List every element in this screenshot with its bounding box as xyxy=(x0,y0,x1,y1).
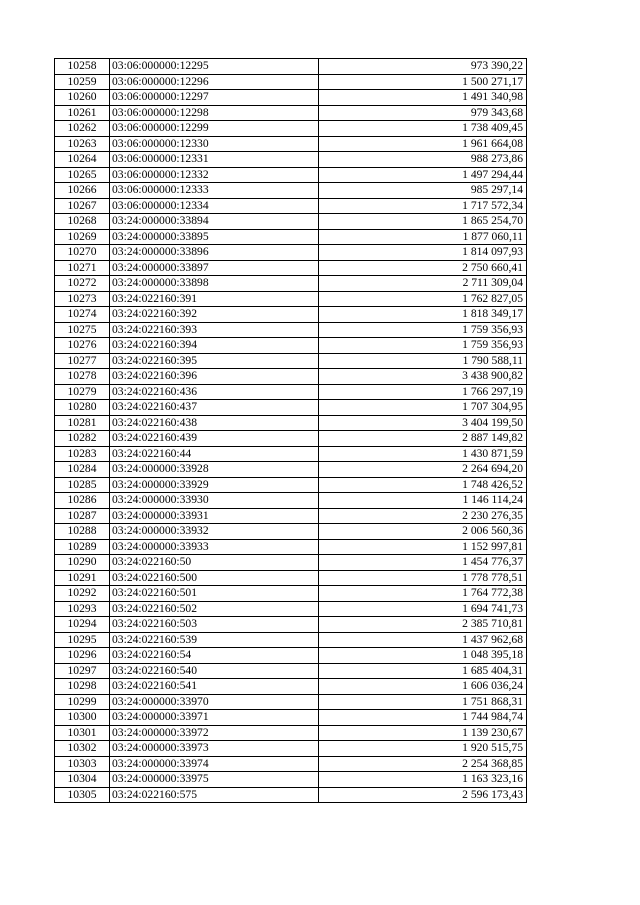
cadastral-number-cell: 03:24:022160:502 xyxy=(110,601,319,617)
table-row xyxy=(55,555,527,571)
cadastral-number-cell: 03:24:000000:33897 xyxy=(110,260,319,276)
table-row xyxy=(55,121,527,137)
cadastral-value-cell: 2 385 710,81 xyxy=(319,617,527,633)
table-row xyxy=(55,772,527,788)
cadastral-number-cell: 03:24:000000:33933 xyxy=(110,539,319,555)
cadastral-number-cell: 03:24:022160:439 xyxy=(110,431,319,447)
table-row xyxy=(55,260,527,276)
cadastral-value-cell: 2 887 149,82 xyxy=(319,431,527,447)
table-row xyxy=(55,105,527,121)
table-row xyxy=(55,601,527,617)
cadastral-value-cell: 2 596 173,43 xyxy=(319,787,527,803)
cadastral-number-cell: 03:24:000000:33898 xyxy=(110,276,319,292)
cadastral-value-cell: 1 814 097,93 xyxy=(319,245,527,261)
table-row xyxy=(55,400,527,416)
cadastral-number-cell: 03:24:022160:540 xyxy=(110,663,319,679)
table-row xyxy=(55,152,527,168)
cadastral-value-cell: 2 711 309,04 xyxy=(319,276,527,292)
table-row xyxy=(55,307,527,323)
row-number-cell: 10294 xyxy=(55,617,110,633)
cadastral-value-cell: 1 818 349,17 xyxy=(319,307,527,323)
cadastral-number-cell: 03:24:022160:503 xyxy=(110,617,319,633)
row-number-cell: 10291 xyxy=(55,570,110,586)
cadastral-number-cell: 03:24:022160:501 xyxy=(110,586,319,602)
cadastral-number-cell: 03:24:022160:395 xyxy=(110,353,319,369)
row-number-cell: 10290 xyxy=(55,555,110,571)
cadastral-number-cell: 03:06:000000:12295 xyxy=(110,59,319,75)
cadastral-number-cell: 03:06:000000:12297 xyxy=(110,90,319,106)
cadastral-number-cell: 03:06:000000:12332 xyxy=(110,167,319,183)
table-row xyxy=(55,725,527,741)
table-row xyxy=(55,462,527,478)
table-row xyxy=(55,617,527,633)
cadastral-number-cell: 03:24:000000:33974 xyxy=(110,756,319,772)
cadastral-value-cell: 2 230 276,35 xyxy=(319,508,527,524)
row-number-cell: 10305 xyxy=(55,787,110,803)
cadastral-number-cell: 03:24:022160:539 xyxy=(110,632,319,648)
table-row xyxy=(55,632,527,648)
cadastral-value-cell: 1 766 297,19 xyxy=(319,384,527,400)
row-number-cell: 10280 xyxy=(55,400,110,416)
table-row xyxy=(55,570,527,586)
cadastral-value-cell: 1 694 741,73 xyxy=(319,601,527,617)
row-number-cell: 10273 xyxy=(55,291,110,307)
row-number-cell: 10261 xyxy=(55,105,110,121)
row-number-cell: 10296 xyxy=(55,648,110,664)
table-row xyxy=(55,787,527,803)
row-number-cell: 10285 xyxy=(55,477,110,493)
cadastral-value-cell: 1 778 778,51 xyxy=(319,570,527,586)
cadastral-number-cell: 03:24:000000:33931 xyxy=(110,508,319,524)
cadastral-value-cell: 2 264 694,20 xyxy=(319,462,527,478)
cadastral-value-cell: 1 738 409,45 xyxy=(319,121,527,137)
table-row xyxy=(55,694,527,710)
table-row xyxy=(55,353,527,369)
row-number-cell: 10269 xyxy=(55,229,110,245)
cadastral-value-cell: 1 454 776,37 xyxy=(319,555,527,571)
table-row xyxy=(55,431,527,447)
cadastral-number-cell: 03:24:000000:33928 xyxy=(110,462,319,478)
cadastral-number-cell: 03:06:000000:12333 xyxy=(110,183,319,199)
cadastral-value-cell: 1 759 356,93 xyxy=(319,322,527,338)
cadastral-value-cell: 973 390,22 xyxy=(319,59,527,75)
cadastral-number-cell: 03:24:022160:391 xyxy=(110,291,319,307)
row-number-cell: 10279 xyxy=(55,384,110,400)
cadastral-number-cell: 03:24:022160:394 xyxy=(110,338,319,354)
row-number-cell: 10277 xyxy=(55,353,110,369)
cadastral-number-cell: 03:24:000000:33894 xyxy=(110,214,319,230)
table-row xyxy=(55,679,527,695)
cadastral-value-cell: 1 762 827,05 xyxy=(319,291,527,307)
table-row xyxy=(55,198,527,214)
cadastral-number-cell: 03:24:022160:438 xyxy=(110,415,319,431)
cadastral-value-cell: 1 748 426,52 xyxy=(319,477,527,493)
cadastral-number-cell: 03:24:000000:33895 xyxy=(110,229,319,245)
row-number-cell: 10258 xyxy=(55,59,110,75)
row-number-cell: 10303 xyxy=(55,756,110,772)
table-row xyxy=(55,493,527,509)
cadastral-value-cell: 2 006 560,36 xyxy=(319,524,527,540)
cadastral-value-cell: 1 961 664,08 xyxy=(319,136,527,152)
table-row xyxy=(55,539,527,555)
table-row xyxy=(55,276,527,292)
cadastral-number-cell: 03:06:000000:12330 xyxy=(110,136,319,152)
row-number-cell: 10278 xyxy=(55,369,110,385)
cadastral-number-cell: 03:24:022160:392 xyxy=(110,307,319,323)
cadastral-value-cell: 1 048 395,18 xyxy=(319,648,527,664)
cadastral-number-cell: 03:06:000000:12331 xyxy=(110,152,319,168)
cadastral-number-cell: 03:24:022160:44 xyxy=(110,446,319,462)
cadastral-value-cell: 988 273,86 xyxy=(319,152,527,168)
row-number-cell: 10297 xyxy=(55,663,110,679)
cadastral-value-cell: 1 146 114,24 xyxy=(319,493,527,509)
cadastral-number-cell: 03:24:000000:33896 xyxy=(110,245,319,261)
cadastral-value-cell: 1 606 036,24 xyxy=(319,679,527,695)
table-row xyxy=(55,369,527,385)
cadastral-number-cell: 03:24:000000:33975 xyxy=(110,772,319,788)
cadastral-value-cell: 1 920 515,75 xyxy=(319,741,527,757)
cadastral-number-cell: 03:24:022160:500 xyxy=(110,570,319,586)
row-number-cell: 10302 xyxy=(55,741,110,757)
row-number-cell: 10299 xyxy=(55,694,110,710)
table-body xyxy=(55,59,527,803)
row-number-cell: 10272 xyxy=(55,276,110,292)
row-number-cell: 10282 xyxy=(55,431,110,447)
cadastral-number-cell: 03:24:000000:33972 xyxy=(110,725,319,741)
table-row xyxy=(55,245,527,261)
table-row xyxy=(55,136,527,152)
table-row xyxy=(55,586,527,602)
cadastral-value-cell: 1 430 871,59 xyxy=(319,446,527,462)
cadastral-number-cell: 03:24:022160:50 xyxy=(110,555,319,571)
cadastral-value-cell: 3 438 900,82 xyxy=(319,369,527,385)
row-number-cell: 10275 xyxy=(55,322,110,338)
row-number-cell: 10292 xyxy=(55,586,110,602)
row-number-cell: 10293 xyxy=(55,601,110,617)
table-row xyxy=(55,663,527,679)
row-number-cell: 10283 xyxy=(55,446,110,462)
row-number-cell: 10271 xyxy=(55,260,110,276)
row-number-cell: 10267 xyxy=(55,198,110,214)
cadastral-number-cell: 03:06:000000:12299 xyxy=(110,121,319,137)
row-number-cell: 10288 xyxy=(55,524,110,540)
cadastral-value-cell: 1 877 060,11 xyxy=(319,229,527,245)
cadastral-value-cell: 2 254 368,85 xyxy=(319,756,527,772)
table-row xyxy=(55,524,527,540)
row-number-cell: 10287 xyxy=(55,508,110,524)
table-row xyxy=(55,477,527,493)
row-number-cell: 10268 xyxy=(55,214,110,230)
cadastral-value-cell: 1 491 340,98 xyxy=(319,90,527,106)
table-row xyxy=(55,338,527,354)
cadastral-number-cell: 03:24:000000:33929 xyxy=(110,477,319,493)
row-number-cell: 10295 xyxy=(55,632,110,648)
row-number-cell: 10262 xyxy=(55,121,110,137)
cadastral-value-cell: 1 744 984,74 xyxy=(319,710,527,726)
table-row xyxy=(55,214,527,230)
cadastral-number-cell: 03:06:000000:12296 xyxy=(110,74,319,90)
table-row xyxy=(55,167,527,183)
cadastral-value-cell: 1 759 356,93 xyxy=(319,338,527,354)
cadastral-value-cell: 1 163 323,16 xyxy=(319,772,527,788)
cadastral-number-cell: 03:24:000000:33970 xyxy=(110,694,319,710)
cadastral-value-cell: 3 404 199,50 xyxy=(319,415,527,431)
table-row xyxy=(55,59,527,75)
cadastral-value-cell: 1 865 254,70 xyxy=(319,214,527,230)
cadastral-value-cell: 1 497 294,44 xyxy=(319,167,527,183)
row-number-cell: 10300 xyxy=(55,710,110,726)
row-number-cell: 10289 xyxy=(55,539,110,555)
cadastral-value-cell: 1 764 772,38 xyxy=(319,586,527,602)
row-number-cell: 10304 xyxy=(55,772,110,788)
table-row xyxy=(55,508,527,524)
table-row xyxy=(55,741,527,757)
table-row xyxy=(55,74,527,90)
row-number-cell: 10263 xyxy=(55,136,110,152)
cadastral-number-cell: 03:24:022160:393 xyxy=(110,322,319,338)
table-row xyxy=(55,291,527,307)
row-number-cell: 10265 xyxy=(55,167,110,183)
cadastral-value-cell: 1 751 868,31 xyxy=(319,694,527,710)
row-number-cell: 10276 xyxy=(55,338,110,354)
table-row xyxy=(55,756,527,772)
cadastral-number-cell: 03:24:022160:541 xyxy=(110,679,319,695)
row-number-cell: 10281 xyxy=(55,415,110,431)
row-number-cell: 10274 xyxy=(55,307,110,323)
cadastral-number-cell: 03:06:000000:12334 xyxy=(110,198,319,214)
cadastral-value-cell: 985 297,14 xyxy=(319,183,527,199)
row-number-cell: 10286 xyxy=(55,493,110,509)
cadastral-number-cell: 03:06:000000:12298 xyxy=(110,105,319,121)
row-number-cell: 10266 xyxy=(55,183,110,199)
table-row xyxy=(55,183,527,199)
cadastral-value-cell: 1 685 404,31 xyxy=(319,663,527,679)
cadastral-value-cell: 1 717 572,34 xyxy=(319,198,527,214)
cadastral-number-cell: 03:24:000000:33973 xyxy=(110,741,319,757)
row-number-cell: 10284 xyxy=(55,462,110,478)
cadastral-number-cell: 03:24:000000:33932 xyxy=(110,524,319,540)
row-number-cell: 10259 xyxy=(55,74,110,90)
cadastral-number-cell: 03:24:022160:575 xyxy=(110,787,319,803)
cadastral-value-cell: 979 343,68 xyxy=(319,105,527,121)
cadastral-number-cell: 03:24:022160:437 xyxy=(110,400,319,416)
cadastral-value-cell: 1 790 588,11 xyxy=(319,353,527,369)
cadastral-value-cell: 1 139 230,67 xyxy=(319,725,527,741)
table-row xyxy=(55,648,527,664)
table-row xyxy=(55,446,527,462)
cadastral-value-cell: 2 750 660,41 xyxy=(319,260,527,276)
row-number-cell: 10270 xyxy=(55,245,110,261)
cadastral-number-cell: 03:24:022160:436 xyxy=(110,384,319,400)
table-row xyxy=(55,229,527,245)
cadastral-number-cell: 03:24:022160:396 xyxy=(110,369,319,385)
table-row xyxy=(55,322,527,338)
table-row xyxy=(55,90,527,106)
cadastral-value-table xyxy=(54,58,527,803)
cadastral-value-cell: 1 152 997,81 xyxy=(319,539,527,555)
row-number-cell: 10260 xyxy=(55,90,110,106)
cadastral-number-cell: 03:24:000000:33930 xyxy=(110,493,319,509)
cadastral-value-cell: 1 500 271,17 xyxy=(319,74,527,90)
row-number-cell: 10264 xyxy=(55,152,110,168)
cadastral-value-cell: 1 437 962,68 xyxy=(319,632,527,648)
row-number-cell: 10298 xyxy=(55,679,110,695)
cadastral-number-cell: 03:24:000000:33971 xyxy=(110,710,319,726)
cadastral-number-cell: 03:24:022160:54 xyxy=(110,648,319,664)
table-row xyxy=(55,710,527,726)
table-row xyxy=(55,415,527,431)
cadastral-value-cell: 1 707 304,95 xyxy=(319,400,527,416)
table-row xyxy=(55,384,527,400)
row-number-cell: 10301 xyxy=(55,725,110,741)
